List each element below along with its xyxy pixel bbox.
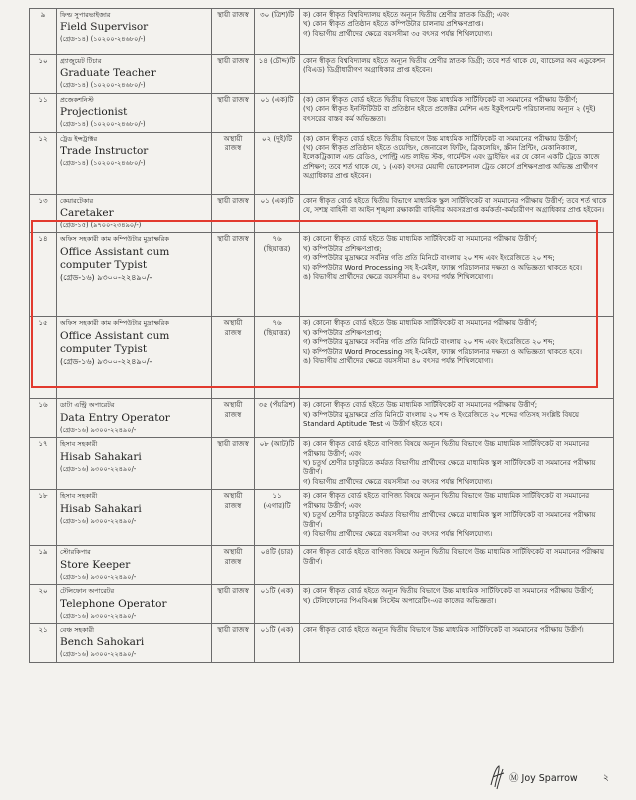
post-name-en: Store Keeper xyxy=(60,558,131,571)
post-type-cell: অস্থায়ী রাজস্ব xyxy=(212,317,255,399)
grade-scale: (গ্রেড-১৫) (৯৭০০-২৩৪৯০/-) xyxy=(60,221,142,230)
grade-scale: (গ্রেড-১৪) (১০২০০-২৪৬৮০/-) xyxy=(60,159,146,168)
post-count-cell: ০১টি (এক) xyxy=(255,585,300,624)
post-cell xyxy=(57,194,212,233)
post-cell xyxy=(57,233,212,317)
post-count-cell: ৭৬ (ছিয়াত্তর) xyxy=(255,317,300,399)
requirement-line: গ) কম্পিউটার মুদ্রাক্ষরে সর্বনিম্ন গতি প্রতি মিনিটে বাংলায় ২০ শব্দ এবং ইংরেজিতে ২০ শব্দ; xyxy=(303,338,555,347)
requirements-cell xyxy=(300,93,614,132)
post-count-cell: ০১ (এক)টি xyxy=(255,194,300,233)
requirement-line: খ) কম্পিউটার প্রশিক্ষণপ্রাপ্ত; xyxy=(303,328,382,337)
post-name-en: Office Assistant cum computer Typist xyxy=(60,245,170,271)
post-count-cell: ৩০ (ত্রিশ)টি xyxy=(255,9,300,55)
table-row xyxy=(30,490,614,546)
requirement-line: গ) বিভাগীয় প্রার্থীদের ক্ষেত্রে বয়সসীমা ৩৫ বৎসর পর্যন্ত শিথিলযোগ্য। xyxy=(303,29,493,38)
post-name-bn: ডাটা এন্ট্রি অপারেটর xyxy=(60,401,115,410)
requirements-cell xyxy=(300,132,614,194)
serial-cell: ১৭ xyxy=(30,438,57,490)
requirement-line: ক) কোনো স্বীকৃত বোর্ড হইতে উচ্চ মাধ্যমিক সার্টিফিকেট বা সমমানের পরীক্ষায় উত্তীর্ণ; xyxy=(303,235,538,244)
post-name-en: Graduate Teacher xyxy=(60,67,156,80)
requirements-cell xyxy=(300,585,614,624)
post-cell xyxy=(57,399,212,438)
requirements-cell xyxy=(300,194,614,233)
requirements-cell xyxy=(300,233,614,317)
post-name-en: Hisab Sahakari xyxy=(60,450,142,463)
table-row xyxy=(30,546,614,585)
post-name-bn: স্টোরকিপার xyxy=(60,548,91,557)
grade-scale: (গ্রেড-১৬) ৯৩০০-২২৪৯০/- xyxy=(60,650,137,659)
post-name-en: Field Supervisor xyxy=(60,21,149,34)
post-count-cell: ০১টি (এক) xyxy=(255,623,300,662)
serial-cell: ১৬ xyxy=(30,399,57,438)
post-type-cell: স্থায়ী রাজস্ব xyxy=(212,55,255,94)
requirement-line: খ) কম্পিউটার মুদ্রাক্ষরে প্রতি মিনিটে বাংলায় ২০ শব্দ ও ইংরেজিতে ২০ শব্দের গতিসহ সংশ্লিষ্ট বিষয়ে Standard Aptitude Test এ উত্তীর্ণ হইতে হবে। xyxy=(303,410,580,429)
post-name-bn: হিসাব সহকারী xyxy=(60,440,98,449)
requirement-line: ঘ) কম্পিউটার Word Processing সহ ই-মেইল, ফ্যাক্স পরিচালনার দক্ষতা ও অভিজ্ঞতা থাকতে হবে। xyxy=(303,347,583,356)
post-name-bn: গ্র্যাজুয়েট টিচার xyxy=(60,57,102,65)
post-cell xyxy=(57,490,212,546)
requirement-line: ক) কোন স্বীকৃত বোর্ড হইতে বাণিজ্য বিষয়ে অন্যূন দ্বিতীয় বিভাগে উচ্চ মাধ্যমিক সার্টিফিকেট বা সমমানের পরীক্ষায় উত্তীর্ণ; এবং xyxy=(303,440,590,458)
post-name-bn: বেঞ্চ সহকারী xyxy=(60,625,95,634)
serial-cell: ১১ xyxy=(30,93,57,132)
post-count-cell: ০২ (দুই)টি xyxy=(255,132,300,194)
post-name-en: Trade Instructor xyxy=(60,145,149,158)
requirement-line: ক) কোনো স্বীকৃত বোর্ড হইতে উচ্চ মাধ্যমিক সার্টিফিকেট বা সমমানের পরীক্ষায় উত্তীর্ণ; xyxy=(303,319,538,328)
post-cell xyxy=(57,317,212,399)
post-type-cell: অস্থায়ী রাজস্ব xyxy=(212,546,255,585)
table-body xyxy=(30,9,614,663)
post-name-bn: ট্রেড ইন্সট্রাক্টর xyxy=(60,134,98,143)
post-cell xyxy=(57,93,212,132)
post-cell xyxy=(57,438,212,490)
grade-scale: (গ্রেড-১৪) (১০২০০-২৪৬৮০/-) xyxy=(60,35,146,44)
table-row xyxy=(30,438,614,490)
post-cell xyxy=(57,132,212,194)
requirement-line: খ) চতুর্থ শ্রেণীর চাকুরিতে কর্মরত বিভাগীয় প্রার্থীদের ক্ষেত্রে মাধ্যমিক স্কুল সার্টিফিকেট বা সমমানের পরীক্ষায় উত্তীর্ণ। xyxy=(303,459,596,477)
post-cell xyxy=(57,55,212,94)
grade-scale: (গ্রেড-১৬) ৯৩০০-২২৪৯০/- xyxy=(60,425,137,434)
requirement-line: ক) কোনো স্বীকৃত বোর্ড হইতে উচ্চ মাধ্যমিক সার্টিফিকেট বা সমমানের পরীক্ষায় উত্তীর্ণ; xyxy=(303,401,538,410)
post-cell xyxy=(57,9,212,55)
serial-cell: ২১ xyxy=(30,623,57,662)
requirements-cell xyxy=(300,9,614,55)
post-type-cell: অস্থায়ী রাজস্ব xyxy=(212,490,255,546)
serial-cell: ১৩ xyxy=(30,194,57,233)
post-type-cell: স্থায়ী রাজস্ব xyxy=(212,233,255,317)
requirement-line: (ক) কোন স্বীকৃত বোর্ড হইতে দ্বিতীয় বিভাগে উচ্চ মাধ্যমিক সার্টিফিকেট বা সমমানের পরীক্ষায় উত্তীর্ণ; xyxy=(303,95,578,104)
requirement-line: ক) কোন স্বীকৃত বোর্ড হইতে অন্যূন দ্বিতীয় বিভাগে উচ্চ মাধ্যমিক সার্টিফিকেট বা সমমানের পরীক্ষায় উত্তীর্ণ; xyxy=(303,587,594,596)
requirement-line: খ) কোন স্বীকৃত প্রতিষ্ঠান হইতে কম্পিউটার চালনায় প্রশিক্ষণপ্রাপ্ত। xyxy=(303,20,484,29)
requirement-line: (খ) কোন স্বীকৃত প্রতিষ্ঠান হইতে ওয়েল্ডিং, জেনারেল ফিটিং, ব্রিকলেয়িং, স্ক্রীন প্রিন্টিং, মেকানিক্যাল, ইলেকট্রিক্যাল এন্ড রেডিও, পোল্ট্রি এন্ড লাইভ স্টক, গার্মেন্টস এবং ড্রাইভিং এর যে কোন একটি ট্রেডে কাজে প্রশিক্ষণ; তবে শর্ত থাকে যে, ১ (এক) বৎসর মেয়াদী ভোকেশনাল ট্রেড কোর্সে প্রশিক্ষণপ্রাপ্ত অভিজ্ঞ প্রার্থীগণ অগ্রাধিকার প্রাপ্ত হইবেন। xyxy=(303,144,600,181)
post-type-cell: অস্থায়ী রাজস্ব xyxy=(212,399,255,438)
table-row xyxy=(30,585,614,624)
requirements-cell xyxy=(300,623,614,662)
grade-scale: (গ্রেড-১৪) (১০২০০-২৪৬৮০/-) xyxy=(60,81,146,90)
grade-scale: (গ্রেড-১৬) ৯৩০০-২২৪৯০/- xyxy=(60,272,153,282)
post-name-en: Caretaker xyxy=(60,207,114,220)
serial-cell: ১২ xyxy=(30,132,57,194)
post-name-bn: প্রজেকশনিস্ট xyxy=(60,95,94,104)
table-row xyxy=(30,623,614,662)
serial-cell: ১৫ xyxy=(30,317,57,399)
grade-scale: (গ্রেড-১৬) ৯৩০০-২২৪৯০/- xyxy=(60,356,153,366)
post-count-cell: ৭৬ (ছিয়াত্তর) xyxy=(255,233,300,317)
requirement-line: খ) চতুর্থ শ্রেণীর চাকুরিতে কর্মরত বিভাগীয় প্রার্থীদের ক্ষেত্রে মাধ্যমিক স্কুল সার্টিফিকেট বা সমমানের পরীক্ষায় উত্তীর্ণ। xyxy=(303,511,596,529)
post-name-en: Hisab Sahakari xyxy=(60,502,142,515)
job-requirements-table xyxy=(29,8,614,663)
grade-scale: (গ্রেড-১৪) (১০২০০-২৪৬৮০/-) xyxy=(60,120,146,129)
serial-cell: ১৯ xyxy=(30,546,57,585)
watermark-credit: Ⓜ Joy Sparrow xyxy=(509,773,578,784)
post-name-en: Bench Sahokari xyxy=(60,636,145,649)
post-count-cell: ৩৫ (পঁয়ত্রিশ) xyxy=(255,399,300,438)
post-name-bn: অফিস সহকারী কাম কম্পিউটার মুদ্রাক্ষরিক xyxy=(60,235,170,244)
post-type-cell: স্থায়ী রাজস্ব xyxy=(212,93,255,132)
table-row xyxy=(30,93,614,132)
grade-scale: (গ্রেড-১৬) ৯৩০০-২২৪৯০/- xyxy=(60,516,137,525)
requirement-line: কোন স্বীকৃত বোর্ড হইতে বাণিজ্য বিষয়ে অন্যূন দ্বিতীয় বিভাগে উচ্চ মাধ্যমিক সার্টিফিকেট বা সমমানের পরীক্ষায় উত্তীর্ণ। xyxy=(303,548,604,566)
table-row xyxy=(30,399,614,438)
requirement-line: ক) কোন স্বীকৃত বিশ্ববিদ্যালয় হইতে অন্যূন দ্বিতীয় শ্রেণীর স্নাতক ডিগ্রী; এবং xyxy=(303,11,510,19)
serial-cell: ৯ xyxy=(30,9,57,55)
post-name-bn: টেলিফোন অপারেটর xyxy=(60,587,115,596)
table-row xyxy=(30,9,614,55)
post-name-bn: হিসাব সহকারী xyxy=(60,492,98,501)
serial-cell: ১৮ xyxy=(30,490,57,546)
requirement-line: ঙ) বিভাগীয় প্রার্থীদের ক্ষেত্রে বয়সসীমা ৪০ বৎসর পর্যন্ত শিথিলযোগ্য। xyxy=(303,273,494,282)
grade-scale: (গ্রেড-১৬) ৯৩০০-২২৪৯০/- xyxy=(60,572,137,581)
post-count-cell: ১১ (এগার)টি xyxy=(255,490,300,546)
serial-cell: ২০ xyxy=(30,585,57,624)
post-type-cell: অস্থায়ী রাজস্ব xyxy=(212,132,255,194)
post-name-bn: কেয়ারটেকার xyxy=(60,196,94,205)
post-type-cell: স্থায়ী রাজস্ব xyxy=(212,623,255,662)
requirements-cell xyxy=(300,399,614,438)
requirement-line: কোন স্বীকৃত বোর্ড হইতে অন্যূন দ্বিতীয় বিভাগে উচ্চ মাধ্যমিক সার্টিফিকেট বা সমমানের পরীক্ষায় উত্তীর্ণ। xyxy=(303,625,584,634)
requirements-cell xyxy=(300,546,614,585)
post-type-cell: স্থায়ী রাজস্ব xyxy=(212,438,255,490)
post-name-en: Projectionist xyxy=(60,106,128,119)
page-number: ২ xyxy=(603,773,609,783)
requirements-cell xyxy=(300,55,614,94)
post-name-en: Data Entry Operator xyxy=(60,411,170,424)
post-cell xyxy=(57,623,212,662)
requirement-line: গ) বিভাগীয় প্রার্থীদের ক্ষেত্রে বয়সসীমা ৩৫ বৎসর পর্যন্ত শিথিলযোগ্য। xyxy=(303,477,493,486)
post-count-cell: ০৮ (আট)টি xyxy=(255,438,300,490)
requirement-line: ঙ) বিভাগীয় প্রার্থীদের ক্ষেত্রে বয়সসীমা ৪০ বৎসর পর্যন্ত শিথিলযোগ্য। xyxy=(303,357,494,366)
requirement-line: কোন স্বীকৃত বিশ্ববিদ্যালয় হইতে অন্যূন দ্বিতীয় শ্রেণীর স্নাতক ডিগ্রী; তবে শর্ত থাকে যে, ব্যাচেলর অব এডুকেশন (বিএড) ডিগ্রীধারীগণ অগ্রাধিকার প্রাপ্ত হইবেন। xyxy=(303,57,606,75)
requirements-cell xyxy=(300,317,614,399)
post-count-cell: ০১ (এক)টি xyxy=(255,93,300,132)
requirement-line: গ) বিভাগীয় প্রার্থীদের ক্ষেত্রে বয়সসীমা ৩৫ বৎসর পর্যন্ত শিথিলযোগ্য। xyxy=(303,529,493,538)
serial-cell: ১৪ xyxy=(30,233,57,317)
post-name-en: Telephone Operator xyxy=(60,597,167,610)
post-cell xyxy=(57,585,212,624)
post-name-bn: ফিল্ড সুপারভাইজার xyxy=(60,11,111,19)
requirement-line: (ক) কোন স্বীকৃত বোর্ড হইতে দ্বিতীয় বিভাগে উচ্চ মাধ্যমিক সার্টিফিকেট বা সমমানের পরীক্ষায় উত্তীর্ণ; xyxy=(303,134,578,143)
post-name-bn: অফিস সহকারী কাম কম্পিউটার মুদ্রাক্ষরিক xyxy=(60,319,170,328)
grade-scale: (গ্রেড-১৬) ৯৩০০-২২৪৯০/- xyxy=(60,611,137,620)
post-name-en: Office Assistant cum computer Typist xyxy=(60,329,170,355)
post-cell xyxy=(57,546,212,585)
table-row xyxy=(30,194,614,233)
post-count-cell: ০৪টি (চার) xyxy=(255,546,300,585)
post-type-cell: স্থায়ী রাজস্ব xyxy=(212,194,255,233)
requirement-line: ক) কোন স্বীকৃত বোর্ড হইতে বাণিজ্য বিষয়ে অন্যূন দ্বিতীয় বিভাগে উচ্চ মাধ্যমিক সার্টিফিকেট বা সমমানের পরীক্ষায় উত্তীর্ণ; এবং xyxy=(303,492,590,510)
requirement-line: খ) টেলিফোনের পিএবিএক্স সিস্টেম অপারেটিং-এর কাজের অভিজ্ঞতা। xyxy=(303,596,497,605)
post-count-cell: ১৪ (চৌদ্দ)টি xyxy=(255,55,300,94)
requirement-line: কোন স্বীকৃত বোর্ড হইতে দ্বিতীয় বিভাগে মাধ্যমিক স্কুল সার্টিফিকেট বা সমমানের পরীক্ষায় উত্তীর্ণ; তবে শর্ত থাকে যে, সশস্ত্র বাহিনী বা আইন শৃঙ্খলা রক্ষাকারী বাহিনীর অবসরপ্রাপ্ত কর্মকর্তা-কর্মচারীগণ অগ্রাধিকার প্রাপ্ত হইবেন। xyxy=(303,196,607,215)
grade-scale: (গ্রেড-১৬) ৯৩০০-২২৪৯০/- xyxy=(60,464,137,473)
table-row xyxy=(30,233,614,317)
requirement-line: ঘ) কম্পিউটার Word Processing সহ ই-মেইল, ফ্যাক্স পরিচালনার দক্ষতা ও অভিজ্ঞতা থাকতে হবে। xyxy=(303,263,583,272)
table-row xyxy=(30,55,614,94)
requirement-line: (খ) কোন স্বীকৃত ইনস্টিটিউট বা প্রতিষ্ঠান হইতে প্রজেক্টর মেশিন এন্ড ইকুইপমেন্ট পরিচালনায় অন্যূন ২ (দুই) বৎসরের বাস্তব কর্ম অভিজ্ঞতা। xyxy=(303,105,596,123)
signature-mark xyxy=(488,763,506,791)
post-type-cell: স্থায়ী রাজস্ব xyxy=(212,9,255,55)
post-type-cell: স্থায়ী রাজস্ব xyxy=(212,585,255,624)
requirements-cell xyxy=(300,490,614,546)
table-row xyxy=(30,317,614,399)
table-row xyxy=(30,132,614,194)
requirements-cell xyxy=(300,438,614,490)
requirement-line: গ) কম্পিউটার মুদ্রাক্ষরে সর্বনিম্ন গতি প্রতি মিনিটে বাংলায় ২০ শব্দ এবং ইংরেজিতে ২০ শব্দ; xyxy=(303,254,555,263)
requirement-line: খ) কম্পিউটার প্রশিক্ষণপ্রাপ্ত; xyxy=(303,244,382,253)
serial-cell: ১০ xyxy=(30,55,57,94)
